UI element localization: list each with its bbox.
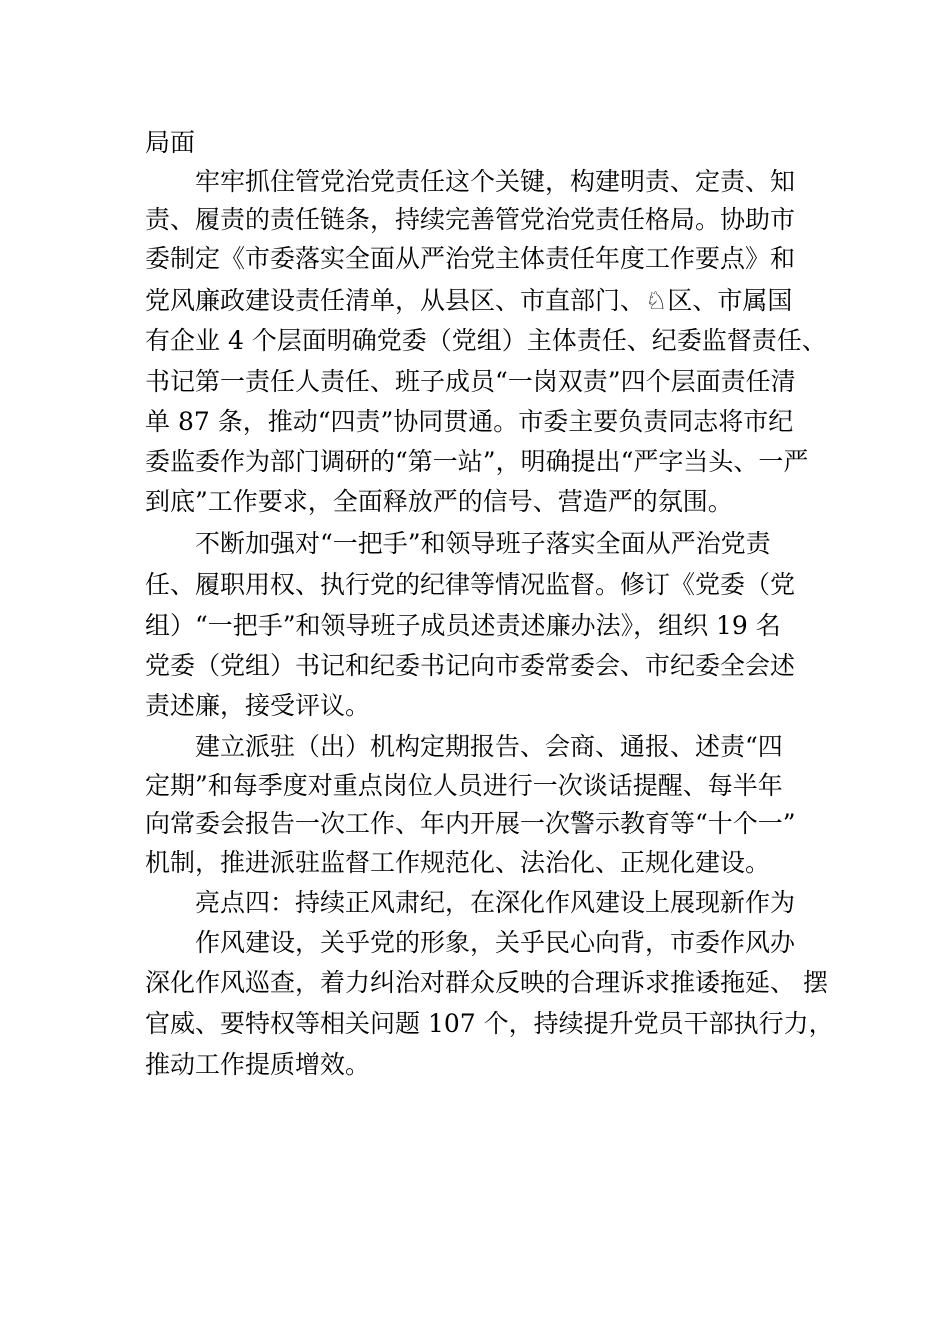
text-line: 建立派驻（出）机构定期报告、会商、通报、述责“四 — [195, 732, 783, 761]
text-line: 机制，推进派驻监督工作规范化、法治化、正规化建设。 — [145, 848, 771, 877]
text-line: 党委（党组）书记和纪委书记向市委常委会、市纪委全会述 — [145, 651, 796, 680]
text-line: 亮点四：持续正风肃纪，在深化作风建设上展现新作为 — [195, 888, 796, 917]
text-line: 书记第一责任人责任、班子成员“一岗双责”四个层面责任清 — [145, 367, 796, 396]
text-line: 向常委会报告一次工作、年内开展一次警示教育等“十个一” — [145, 809, 796, 838]
text-line: 定期”和每季度对重点岗位人员进行一次谈话提醒、每半年 — [145, 771, 783, 800]
text-line: 局面 — [145, 128, 196, 157]
text-line: 单 87 条，推动“四责”协同贯通。市委主要负责同志将市纪 — [145, 407, 794, 436]
text-line: 责、履责的责任链条，持续完善管党治党责任格局。协助市 — [145, 205, 796, 234]
text-line: 组）“一把手”和领导班子成员述责述廉办法》，组织 19 名 — [145, 611, 781, 640]
text-line: 官威、要特权等相关问题 107 个，持续提升党员干部执行力， — [145, 1009, 834, 1038]
text-line: 责述廉，接受评议。 — [145, 691, 371, 720]
text-line: 委监委作为部门调研的“第一站”，明确提出“严字当头、一严 — [145, 447, 809, 476]
text-line: 任、履职用权、执行党的纪律等情况监督。修订《党委（党 — [145, 570, 796, 599]
text-line: 党风廉政建设责任清单，从县区、市直部门、♘区、市属国 — [145, 286, 793, 315]
text-line: 到底”工作要求，全面释放严的信号、营造严的氛围。 — [145, 487, 733, 516]
text-line: 深化作风巡查，着力纠治对群众反映的合理诉求推诿拖延、 摆 — [145, 968, 828, 997]
text-line: 牢牢抓住管党治党责任这个关键，构建明责、定责、知 — [195, 167, 796, 196]
text-line: 作风建设，关乎党的形象，关乎民心向背，市委作风办 — [195, 928, 796, 957]
text-line: 委制定《市委落实全面从严治党主体责任年度工作要点》和 — [145, 244, 796, 273]
text-line: 推动工作提质增效。 — [145, 1050, 371, 1079]
text-line: 不断加强对“一把手”和领导班子落实全面从严治党责 — [195, 529, 771, 558]
text-line: 有企业 4 个层面明确党委（党组）主体责任、纪委监督责任、 — [145, 326, 827, 355]
